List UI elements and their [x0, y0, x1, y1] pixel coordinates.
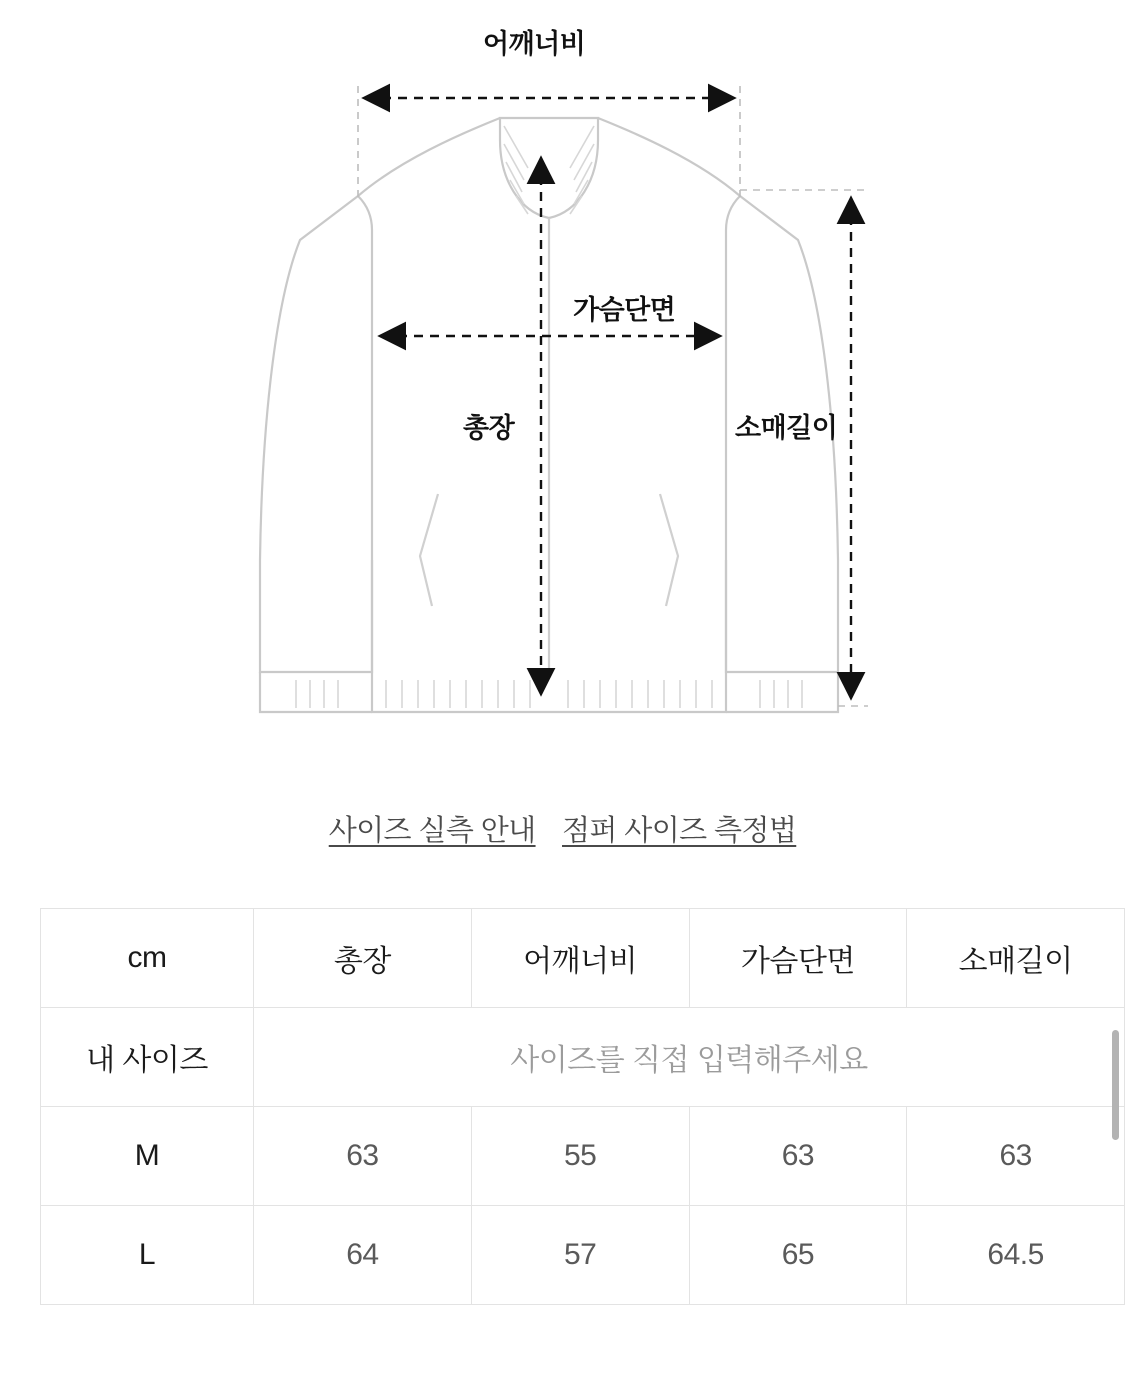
l-sleeve: 64.5: [907, 1206, 1125, 1305]
diagram-label-shoulder: 어깨너비: [483, 29, 586, 59]
size-label-l: L: [41, 1206, 254, 1305]
my-size-row[interactable]: [41, 1008, 1125, 1107]
l-shoulder: 57: [471, 1206, 689, 1305]
my-size-input[interactable]: 사이즈를 직접 입력해주세요: [254, 1008, 1125, 1107]
header-sleeve: 소매길이: [907, 909, 1125, 1008]
m-shoulder: 55: [471, 1107, 689, 1206]
diagram-label-sleeve: 소매길이: [735, 413, 838, 443]
size-measure-guide-link[interactable]: 사이즈 실측 안내: [328, 815, 536, 847]
table-header-row: [41, 909, 1125, 1008]
m-sleeve: 63: [907, 1107, 1125, 1206]
diagram-label-total-length: 총장: [463, 413, 515, 443]
table-row: [41, 1206, 1125, 1305]
guide-links: [0, 808, 1125, 868]
diagram-label-chest: 가슴단면: [573, 295, 676, 325]
header-shoulder: 어깨너비: [471, 909, 689, 1008]
my-size-label: 내 사이즈: [41, 1008, 254, 1107]
header-unit: cm: [41, 909, 254, 1008]
vertical-scrollbar[interactable]: [1112, 1030, 1119, 1140]
size-label-m: M: [41, 1107, 254, 1206]
table-row: [41, 1107, 1125, 1206]
size-table: [40, 908, 1125, 1305]
header-chest: 가슴단면: [689, 909, 907, 1008]
header-total-length: 총장: [254, 909, 472, 1008]
jumper-measure-method-link[interactable]: 점퍼 사이즈 측정법: [562, 815, 797, 847]
l-chest: 65: [689, 1206, 907, 1305]
m-total-length: 63: [254, 1107, 472, 1206]
l-total-length: 64: [254, 1206, 472, 1305]
m-chest: 63: [689, 1107, 907, 1206]
